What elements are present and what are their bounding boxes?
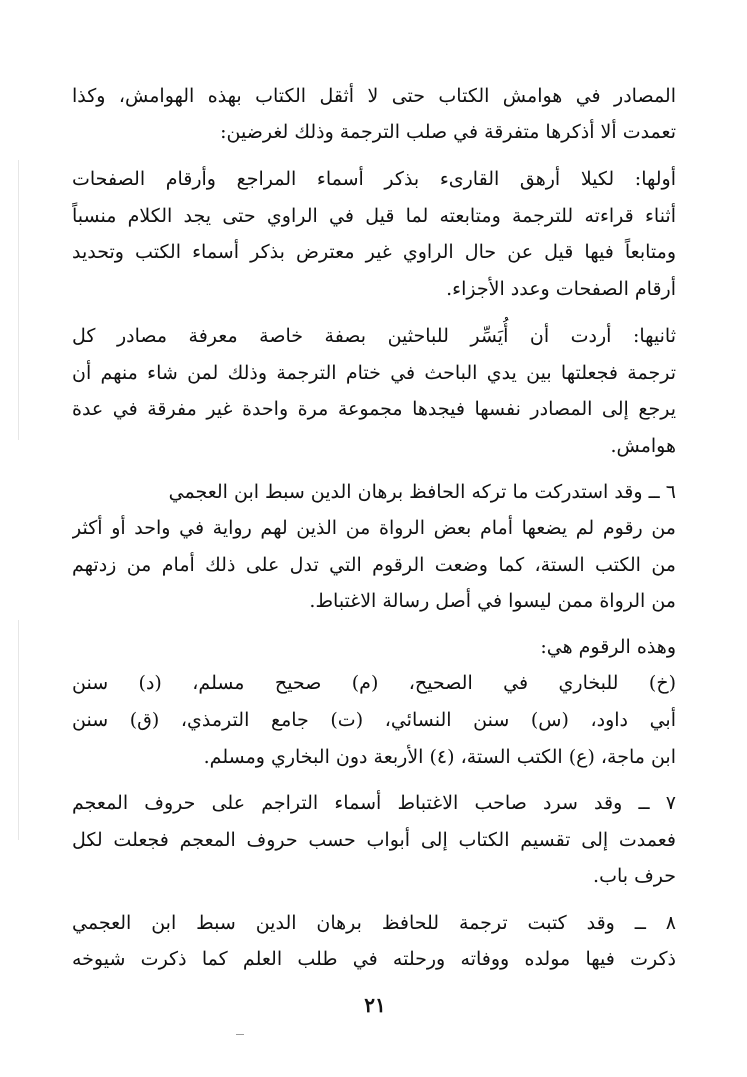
text-line: أولها: لكيلا أرهق القارىء بذكر أسماء المراجع وأرقام الصفحات <box>72 168 676 190</box>
text-line: ٧ ــ وقد سرد صاحب الاغتباط أسماء التراجم على حروف المعجم <box>72 792 676 814</box>
text-line: أرقام الصفحات وعدد الأجزاء. <box>446 278 676 300</box>
text-line: وهذه الرقوم هي: <box>540 636 676 658</box>
page-number: ٢١ <box>364 993 386 1017</box>
text-line: المصادر في هوامش الكتاب حتى لا أثقل الكتاب بهذه الهوامش، وكذا <box>72 85 676 107</box>
text-line: ومتابعاً فيها قيل عن حال الراوي غير معترض بذكر أسماء الكتب وتحديد <box>72 241 676 263</box>
text-line: ابن ماجة، (ع) الكتب الستة، (٤) الأربعة دون البخاري ومسلم. <box>203 746 676 768</box>
text-line: ٦ ــ وقد استدركت ما تركه الحافظ برهان الدين سبط ابن العجمي <box>168 481 676 503</box>
text-line: من الرواة ممن ليسوا في أصل رسالة الاغتباط. <box>309 590 676 612</box>
text-line: تعمدت ألا أذكرها متفرقة في صلب الترجمة وذلك لغرضين: <box>220 121 676 143</box>
text-line: من رقوم لم يضعها أمام بعض الرواة من الذين لهم رواية في واحد أو أكثر <box>72 517 676 539</box>
text-line: أثناء قراءته للترجمة ومتابعته لما قيل في الراوي حتى يجد الكلام منسباً <box>72 205 676 227</box>
text-line: ذكرت فيها مولده ووفاته ورحلته في طلب العلم كما ذكرت شيوخه <box>72 948 676 970</box>
text-line: ثانيها: أردت أن أُيَسِّر للباحثين بصفة خاصة معرفة مصادر كل <box>72 325 676 347</box>
text-line: حرف باب. <box>593 865 676 887</box>
text-line: يرجع إلى المصادر نفسها فيجدها مجموعة مرة واحدة غير مفرقة في عدة <box>72 398 676 420</box>
text-line: من الكتب الستة، كما وضعت الرقوم التي تدل على ذلك أمام من زدتهم <box>72 554 676 576</box>
text-line: فعمدت إلى تقسيم الكتاب إلى أبواب حسب حروف المعجم فجعلت لكل <box>72 829 676 851</box>
scan-mark <box>236 1034 244 1035</box>
margin-shadow <box>18 620 19 840</box>
margin-shadow <box>18 160 19 440</box>
text-line: هوامش. <box>610 435 676 457</box>
body-text <box>72 0 676 990</box>
text-line: ٨ ــ وقد كتبت ترجمة للحافظ برهان الدين سبط ابن العجمي <box>72 912 676 934</box>
text-line: ترجمة فجعلتها بين يدي الباحث في ختام الترجمة وذلك لمن شاء منهم أن <box>72 362 676 384</box>
text-line: أبي داود، (س) سنن النسائي، (ت) جامع الترمذي، (ق) سنن <box>72 709 676 731</box>
text-line: (خ) للبخاري في الصحيح، (م) صحيح مسلم، (د) سنن <box>72 672 676 694</box>
